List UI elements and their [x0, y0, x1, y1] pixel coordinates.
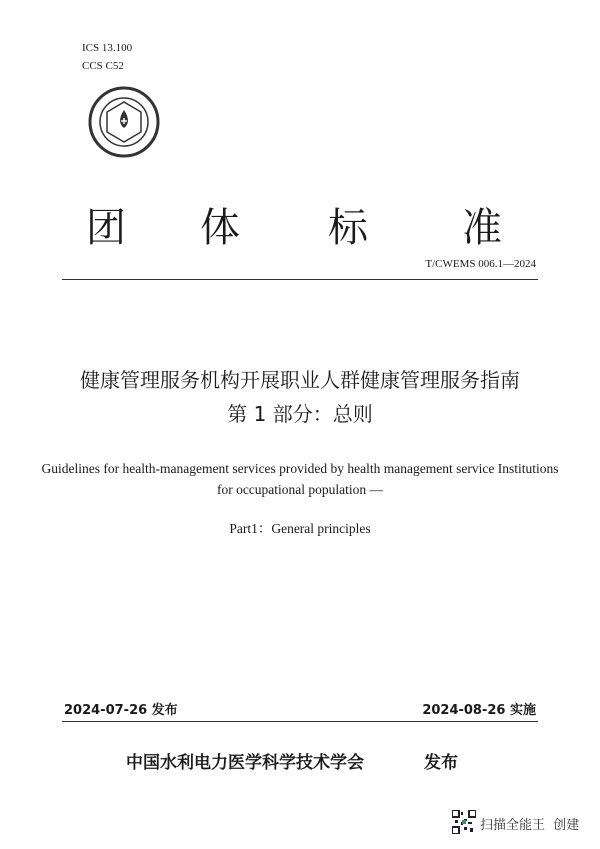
- top-divider: [62, 279, 538, 280]
- title-zh-line1: 健康管理服务机构开展职业人群健康管理服务指南: [80, 368, 520, 392]
- scanner-watermark: 扫描全能王 创建: [480, 818, 580, 833]
- publish-date: 2024-07-26 发布: [64, 703, 178, 718]
- title-zh-line2: 第 1 部分：总则: [227, 402, 373, 426]
- implement-date: 2024-08-26 实施: [422, 703, 536, 718]
- publisher-name: 中国水利电力医学科学技术学会: [126, 753, 364, 773]
- doc-type-char: 团: [86, 205, 126, 251]
- ccs-code: CCS C52: [82, 60, 124, 72]
- publisher-action: 发布: [424, 753, 458, 773]
- title-en-line2: for occupational population —: [216, 482, 384, 497]
- title-en-part: Part1：General principles: [229, 521, 371, 536]
- qr-code-icon: [452, 810, 476, 834]
- organization-seal-logo: [88, 86, 160, 158]
- title-en-line1: Guidelines for health-management services provided by health management service Institutions: [41, 461, 559, 476]
- doc-type-char: 准: [462, 205, 502, 251]
- doc-type-char: 标: [328, 205, 368, 251]
- bottom-divider: [62, 721, 538, 722]
- doc-type-char: 体: [200, 205, 240, 251]
- ics-code: ICS 13.100: [82, 42, 133, 54]
- standard-number: T/CWEMS 006.1—2024: [425, 258, 536, 270]
